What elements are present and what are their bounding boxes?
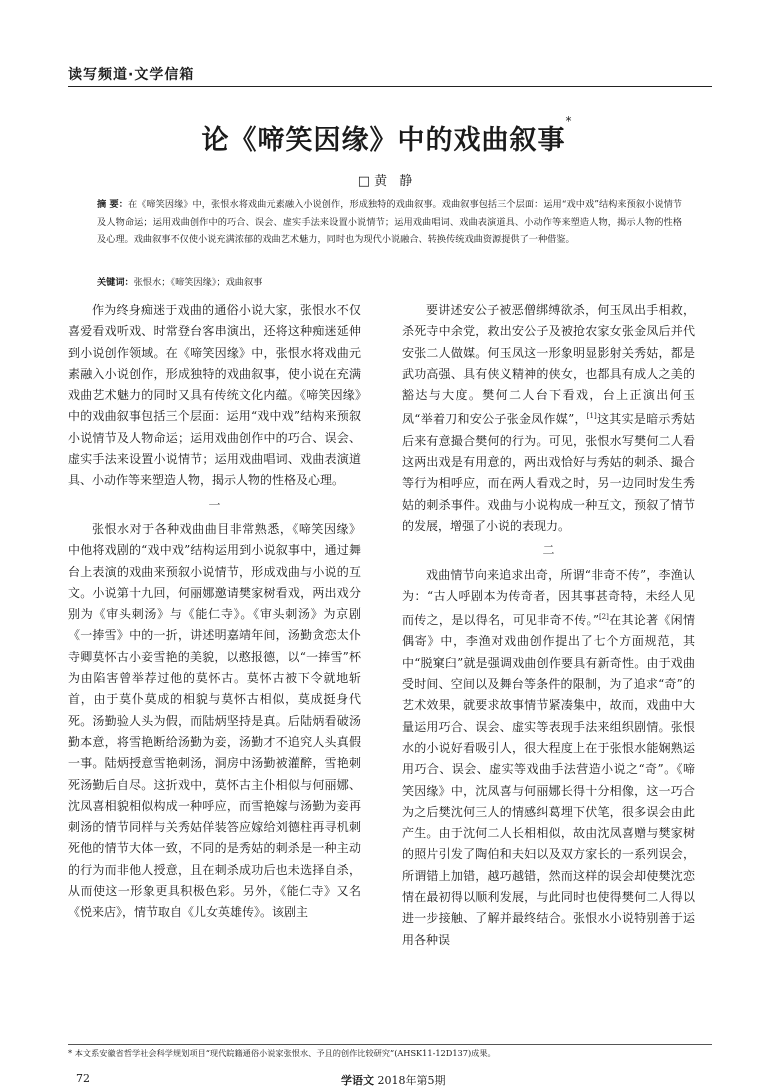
paragraph-text: 这其实是暗示秀姑后来有意撮合樊何的行为。可见，张恨水写樊何二人看这两出戏是有用意的，两出戏恰好与秀姑的刺杀、撮合等行为相呼应，而在两人看戏之时，另一边同时发生秀姑的刺杀事件。戏曲与小说构成一种互文，预叙了情节的发展，增强了小说的表现力。 xyxy=(402,412,695,533)
footnote: * 本文系安徽省哲学社会科学规划项目“现代皖籍通俗小说家张恨水、予且的创作比较研究”(AHSK11-12D137)成果。 xyxy=(68,1048,496,1058)
paragraph-text: 在其论著《闲情偶寄》中，李渔对戏曲创作提出了七个方面规范，其中“脱窠臼”就是强调戏曲创作要具有新奇性。由于戏曲受时间、空间以及舞台等条件的限制，为了追求“奇”的艺术效果，就要求故事情节紧凑集中，故而，戏曲中大量运用巧合、误会、虚实等表现手法来组织剧情。张恨水的小说好看吸引人，很大程度上在于张恨水能娴熟运用巧合、误会、虚实等戏曲手法营造小说之“奇”。《啼笑因缘》中，沈凤喜与何丽娜长得十分相像，这一巧合为之后樊沈何三人的情感纠葛埋下伏笔，很多误会由此产生。由于沈何二人长相相似，故由沈凤喜赠与樊家树的照片引发了陶伯和夫妇以及双方家长的一系列误会，所谓错上加错，越巧越错，然而这样的误会却使樊沈恋情在最初得以顺利发展，与此同时也使得樊何二人得以进一步接触、了解并最终结合。张恨水小说特别善于运用各种误 xyxy=(402,613,695,947)
keywords-text: 张恨水；《啼笑因缘》；戏曲叙事 xyxy=(133,277,263,288)
section-heading-2: 二 xyxy=(542,543,555,558)
keywords xyxy=(97,274,682,291)
title-text: 论《啼笑因缘》中的戏曲叙事 xyxy=(201,125,566,156)
article-title xyxy=(0,114,774,157)
abstract-label: 摘 要： xyxy=(97,199,128,210)
journal-issue: 2018年第5期 xyxy=(377,1074,446,1087)
title-footnote-mark: * xyxy=(565,114,573,128)
author: □黄 静 xyxy=(357,174,417,189)
header-rule xyxy=(68,86,712,87)
paragraph: 张恨水对于各种戏曲曲目非常熟悉，《啼笑因缘》中他将戏剧的“戏中戏”结构运用到小说叙事中，通过舞台上表演的戏曲来预叙小说情节，形成戏曲与小说的互文。小说第十九回，何丽娜邀请樊家树看戏，两出戏分别为《审头刺汤》与《能仁寺》。《审头刺汤》为京剧《一捧雪》中的一折，讲述明嘉靖年间，汤勤贪恋太仆寺卿莫怀古小妾雪艳的美貌，以憨报德，以“一捧雪”杯为由陷害曾举荐过他的莫怀古。莫怀古被下令就地斩首，由于莫仆莫成的相貌与莫怀古相似，莫成挺身代死。汤勤验人头为假，而陆炳坚持是真。后陆炳看破汤勤本意，将雪艳断给汤勤为妾，汤勤才不追究人头真假一事。陆炳授意雪艳刺汤，洞房中汤勤被灌醉，雪艳刺死汤勤后自尽。这折戏中，莫怀古主仆相似与何丽娜、沈凤喜相貌相似构成一种呼应，而雪艳嫁与汤勤为妾再刺汤的情节同样与关秀姑佯装答应嫁给刘德柱再寻机刺死他的情节大体一致，不同的是秀姑的刺杀是一种主动的行为而非他人授意，且在刺杀成功后也未选择自杀，从而使这一形象更具积极色彩。另外，《能仁寺》又名《悦来店》，情节取自《儿女英雄传》。该剧主 xyxy=(68,521,361,920)
citation: [2] xyxy=(598,613,609,622)
paragraph: 作为终身痴迷于戏曲的通俗小说大家，张恨水不仅喜爱看戏听戏、时常登台客串演出，还将这种痴迷延伸到小说创作领域。在《啼笑因缘》中，张恨水将戏曲元素融入小说创作，形成独特的戏曲叙事，使小说在充满戏曲艺术魅力的同时又具有传统文化内蕴。《啼笑因缘》中的戏曲叙事包括三个层面：运用“戏中戏”结构来预叙小说情节及人物命运；运用戏曲创作中的巧合、误会、虚实手法来设置小说情节；运用戏曲唱词、戏曲表演道具、小动作等来塑造人物，揭示人物的性格及心理。 xyxy=(68,303,361,488)
section-header: 读写频道·文学信箱 xyxy=(68,67,195,83)
page-number: 72 xyxy=(76,1072,90,1085)
footnote-rule xyxy=(68,1044,712,1045)
keywords-label: 关键词： xyxy=(97,277,134,288)
paragraph-text: 要讲述安公子被恶僧绑缚欲杀，何玉凤出手相救，杀死寺中余党，救出安公子及被抢农家女张金凤后并代安张二人做媒。何玉凤这一形象明显影射关秀姑，都是武功高强、具有侠义精神的侠女，也都具有成人之美的豁达与大度。樊何二人台下看戏，台上正演出何玉凤“举着刀和安公子张金凤作媒”， xyxy=(402,303,695,427)
journal-info xyxy=(341,1072,446,1088)
section-heading-1: 一 xyxy=(208,497,221,512)
abstract-text: 在《啼笑因缘》中，张恨水将戏曲元素融入小说创作，形成独特的戏曲叙事。戏曲叙事包括三个层面：运用“戏中戏”结构来预叙小说情节及人物命运；运用戏曲创作中的巧合、误会、虚实手法来设置小说情节；运用戏曲唱词、戏曲表演道具、小动作等来塑造人物，揭示人物的性格及心理。戏曲叙事不仅使小说充满浓郁的戏曲艺术魅力，同时也为现代小说融合、转换传统戏曲资源提供了一种借鉴。 xyxy=(97,199,682,245)
paragraph-text: 戏曲情节向来追求出奇，所谓“非奇不传”，李渔认为：“古人呼剧本为传奇者，因其事甚奇特，未经人见而传之，是以得名，可见非奇不传。” xyxy=(402,567,695,628)
abstract xyxy=(97,196,682,249)
paragraph xyxy=(402,300,695,537)
citation: [1] xyxy=(586,412,597,421)
journal-name: 学语文 xyxy=(341,1074,374,1087)
right-column xyxy=(402,300,695,951)
left-column xyxy=(68,300,361,924)
paragraph xyxy=(402,565,695,951)
